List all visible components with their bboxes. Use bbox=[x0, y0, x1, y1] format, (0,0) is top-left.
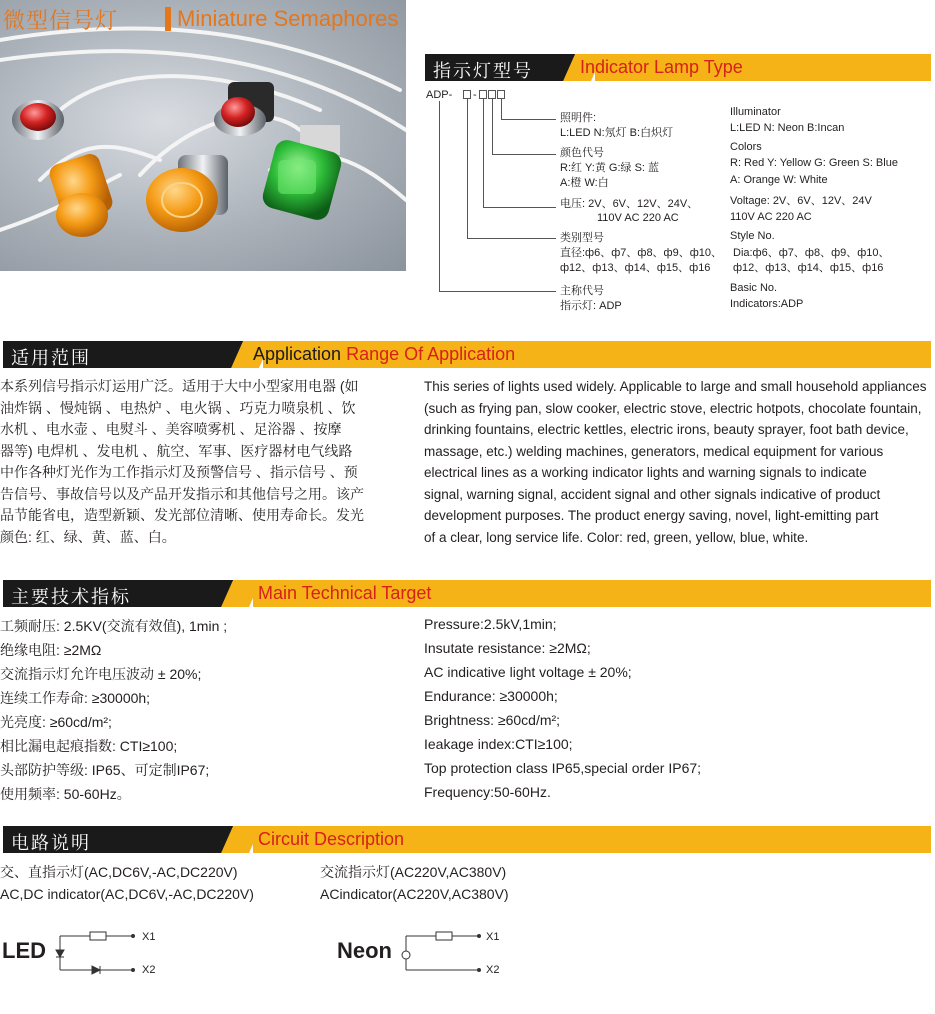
spec-en: Brightness: ≥60cd/m²; bbox=[424, 712, 561, 728]
spec-en: Endurance: ≥30000h; bbox=[424, 688, 558, 704]
basic-label-en: Basic No. bbox=[730, 282, 778, 294]
spec-cn: 工频耐压: 2.5KV(交流有效值), 1min ; bbox=[0, 618, 228, 634]
color-values2-en: A: Orange W: White bbox=[730, 174, 828, 186]
color-values1-en: R: Red Y: Yellow G: Green S: Blue bbox=[730, 157, 898, 169]
circuit-header-cn: 电路说明 bbox=[11, 833, 91, 854]
basic-label-cn: 主称代号 bbox=[560, 285, 604, 297]
technical-header-cn: 主要技术指标 bbox=[11, 587, 131, 608]
style-values2-en: ф12、ф13、ф14、ф15、ф16 bbox=[733, 262, 884, 274]
spec-cn: 交流指示灯允许电压波动 ± 20%; bbox=[0, 666, 202, 682]
code-box bbox=[463, 90, 471, 99]
led-label: LED bbox=[2, 938, 46, 963]
indicator-header-en: Indicator Lamp Type bbox=[580, 57, 743, 77]
illum-label-en: Illuminator bbox=[730, 106, 781, 118]
spec-cn: 光亮度: ≥60cd/m²; bbox=[0, 714, 112, 730]
spec-cn: 使用频率: 50-60Hz。 bbox=[0, 786, 131, 802]
code-box bbox=[488, 90, 496, 99]
page-title-cn: 微型信号灯 bbox=[3, 9, 119, 34]
spec-en: Pressure:2.5kV,1min; bbox=[424, 616, 557, 632]
application-text-cn: 本系列信号指示灯运用广泛。适用于大中小型家用电器 (如 油炸锅 、慢炖锅 、电热炉 、电火锅 、巧克力喷泉机 、饮 水机 、电水壶 、电熨斗 、美容喷雾机 、足浴器 、按摩 器等) 电焊机 、发电机 、航空、军事、医疗器材电气线路 中作各种灯光作为工作指示灯及预警信号 、指示信号 、预 告信号、事故信号以及产品开发指示和其他信号之用。该产 品节能省电，造型新颖、发光部位清晰、使用寿命长。发光 颜色: 红、绿、黄、蓝、白。 bbox=[0, 378, 364, 545]
spec-en: Ieakage index:CTI≥100; bbox=[424, 736, 573, 752]
spec-en: Insutate resistance: ≥2MΩ; bbox=[424, 640, 591, 656]
basic-values-en: Indicators:ADP bbox=[730, 298, 804, 310]
style-values2-cn: ф12、ф13、ф14、ф15、ф16 bbox=[560, 262, 711, 274]
neon-label: Neon bbox=[337, 938, 392, 963]
application-header-cn: 适用范围 bbox=[11, 348, 91, 369]
style-values1-en: Dia:ф6、ф7、ф8、ф9、ф10、 bbox=[733, 247, 890, 259]
volt-label-cn: 电压: 2V、6V、12V、24V、 bbox=[560, 198, 699, 210]
section-header-indicator bbox=[425, 54, 931, 81]
illum-label-cn: 照明件: bbox=[560, 112, 597, 124]
section-header-technical bbox=[3, 580, 931, 607]
illum-values-cn: L:LED N:氖灯 B:白炽灯 bbox=[560, 127, 674, 139]
color-label-en: Colors bbox=[730, 141, 762, 153]
code-prefix: ADP- bbox=[426, 89, 453, 101]
product-photo bbox=[0, 0, 406, 271]
color-label-cn: 颜色代号 bbox=[560, 147, 604, 159]
spec-en: AC indicative light voltage ± 20%; bbox=[424, 664, 632, 680]
code-dash: - bbox=[473, 89, 477, 101]
circuit-left-cn: 交、直指示灯(AC,DC6V,-AC,DC220V) bbox=[0, 864, 238, 880]
spec-en: Top protection class IP65,special order IP67; bbox=[424, 760, 702, 776]
style-label-en: Style No. bbox=[730, 230, 775, 242]
style-values1-cn: 直径:ф6、ф7、ф8、ф9、ф10、 bbox=[560, 247, 723, 259]
color-values1-cn: R:红 Y:黄 G:绿 S: 蓝 bbox=[560, 162, 660, 174]
circuit-left-en: AC,DC indicator(AC,DC6V,-AC,DC220V) bbox=[0, 886, 254, 902]
section-header-application bbox=[3, 341, 931, 368]
circuit-header-en: Circuit Description bbox=[258, 829, 405, 849]
neon-x1-label: X1 bbox=[486, 931, 500, 943]
code-box bbox=[497, 90, 505, 99]
color-values2-cn: A:橙 W:白 bbox=[560, 177, 609, 189]
code-box bbox=[479, 90, 487, 99]
title-divider bbox=[165, 7, 171, 31]
spec-cn: 连续工作寿命: ≥30000h; bbox=[0, 690, 151, 706]
indicator-header-cn: 指示灯型号 bbox=[433, 61, 533, 82]
circuit-right-cn: 交流指示灯(AC220V,AC380V) bbox=[320, 864, 507, 880]
led-x1-label: X1 bbox=[142, 931, 156, 943]
spec-en: Frequency:50-60Hz. bbox=[424, 784, 551, 800]
spec-cn: 相比漏电起痕指数: CTI≥100; bbox=[0, 738, 178, 754]
indicator-lamps-image bbox=[0, 0, 406, 271]
page-title-en: Miniature Semaphores bbox=[177, 6, 399, 31]
spec-cn: 头部防护等级: IP65、可定制IP67; bbox=[0, 762, 210, 778]
circuit-right-en: ACindicator(AC220V,AC380V) bbox=[320, 886, 509, 902]
spec-cn: 绝缘电阻: ≥2MΩ bbox=[0, 642, 102, 658]
volt-label-en: Voltage: 2V、6V、12V、24V bbox=[730, 195, 872, 207]
volt-values-cn: 110V AC 220 AC bbox=[597, 212, 679, 224]
style-label-cn: 类别型号 bbox=[560, 232, 604, 244]
neon-x2-label: X2 bbox=[486, 964, 500, 976]
volt-values-en: 110V AC 220 AC bbox=[730, 211, 812, 223]
technical-header-en: Main Technical Target bbox=[258, 583, 432, 603]
led-x2-label: X2 bbox=[142, 964, 156, 976]
application-header-en: Application Range Of Application bbox=[253, 344, 516, 364]
illum-values-en: L:LED N: Neon B:Incan bbox=[730, 122, 845, 134]
section-header-circuit bbox=[3, 826, 931, 853]
basic-values-cn: 指示灯: ADP bbox=[560, 300, 622, 312]
application-text-en: This series of lights used widely. Applicable to large and small household appliances (such as frying pan, slow cooker, electric stove, electric hotpots, chocolate fountain, drinking fountains, electric kettles, electric irons, beauty sprayer, foot bath device, massage, etc.) welding machines, generators, medical equipment for various electrical lines as a working indicator lights and warning signals to indicate signal, warning signal, accident signal and other signals indicative of product development purposes. The product energy saving, novel, light-emitting part of a clear, long service life. Color: red, green, yellow, blue, white. bbox=[424, 379, 927, 545]
